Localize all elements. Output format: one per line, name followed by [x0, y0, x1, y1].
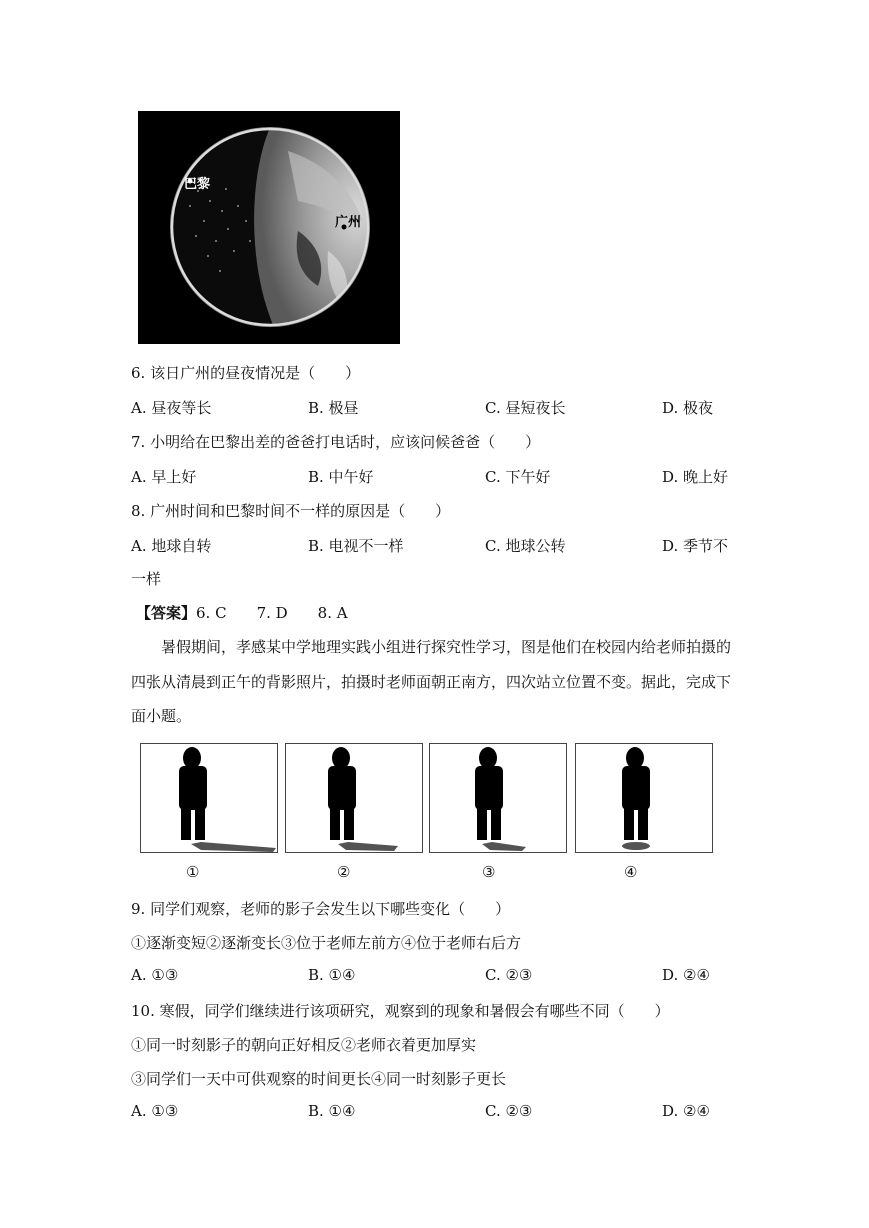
q10-stem: 10. 寒假，同学们继续进行该项研究，观察到的现象和暑假会有哪些不同（ ） [131, 1002, 670, 1020]
q6-stem: 6. 该日广州的昼夜情况是（ ） [131, 364, 361, 382]
q9-statements: ①逐渐变短②逐渐变长③位于老师左前方④位于老师右后方 [131, 934, 522, 952]
q10-option-a[interactable]: A. ①③ [131, 1102, 179, 1120]
q8-option-d-wrap: 一样 [131, 570, 162, 588]
photo-label-3: ③ [482, 863, 496, 881]
earth-day-night-image [138, 111, 400, 344]
q7-stem: 7. 小明给在巴黎出差的爸爸打电话时，应该问候爸爸（ ） [131, 433, 541, 451]
guangzhou-label: 广州 [335, 215, 362, 230]
q8-option-c[interactable]: C. 地球公转 [485, 537, 566, 555]
passage-line-1: 暑假期间，孝感某中学地理实践小组进行探究性学习，图是他们在校园内给老师拍摄的 [161, 638, 732, 656]
q7-option-b[interactable]: B. 中午好 [308, 468, 374, 486]
q7-option-c[interactable]: C. 下午好 [485, 468, 551, 486]
q7-option-a[interactable]: A. 早上好 [131, 468, 197, 486]
shadow-photo-3 [429, 743, 567, 853]
shadow-photo-1 [140, 743, 278, 853]
photo-label-4: ④ [624, 863, 638, 881]
photo-label-1: ① [186, 863, 200, 881]
q6-option-b[interactable]: B. 极昼 [308, 399, 359, 417]
q10-option-c[interactable]: C. ②③ [485, 1102, 533, 1120]
q9-option-a[interactable]: A. ①③ [131, 966, 179, 984]
q6-option-c[interactable]: C. 昼短夜长 [485, 399, 566, 417]
passage-line-3: 面小题。 [131, 707, 192, 725]
answer-text: 6. C 7. D 8. A [196, 604, 348, 622]
q9-option-b[interactable]: B. ①④ [308, 966, 356, 984]
answer-line [136, 602, 348, 623]
q6-option-a[interactable]: A. 昼夜等长 [131, 399, 212, 417]
teacher-silhouette-1 [141, 744, 277, 852]
q10-option-d[interactable]: D. ②④ [662, 1102, 710, 1120]
q9-option-d[interactable]: D. ②④ [662, 966, 710, 984]
q9-option-c[interactable]: C. ②③ [485, 966, 533, 984]
q8-stem: 8. 广州时间和巴黎时间不一样的原因是（ ） [131, 502, 451, 520]
q10-statements-2: ③同学们一天中可供观察的时间更长④同一时刻影子更长 [131, 1070, 507, 1088]
photo-label-2: ② [337, 863, 351, 881]
q6-option-d[interactable]: D. 极夜 [662, 399, 714, 417]
q10-option-b[interactable]: B. ①④ [308, 1102, 356, 1120]
q7-option-d[interactable]: D. 晚上好 [662, 468, 729, 486]
teacher-silhouette-4 [576, 744, 712, 852]
teacher-silhouette-2 [286, 744, 422, 852]
q10-statements-1: ①同一时刻影子的朝向正好相反②老师衣着更加厚实 [131, 1036, 477, 1054]
shadow-photo-4 [575, 743, 713, 853]
paris-label: 巴黎 [184, 177, 211, 192]
answer-tag: 【答案】 [136, 604, 197, 622]
teacher-silhouette-3 [430, 744, 566, 852]
q8-option-b[interactable]: B. 电视不一样 [308, 537, 404, 555]
q9-stem: 9. 同学们观察，老师的影子会发生以下哪些变化（ ） [131, 900, 511, 918]
shadow-photo-2 [285, 743, 423, 853]
q8-option-a[interactable]: A. 地球自转 [131, 537, 212, 555]
passage-line-2: 四张从清晨到正午的背影照片，拍摄时老师面朝正南方，四次站立位置不变。据此，完成下 [131, 673, 732, 691]
q8-option-d[interactable]: D. 季节不 [662, 537, 729, 555]
